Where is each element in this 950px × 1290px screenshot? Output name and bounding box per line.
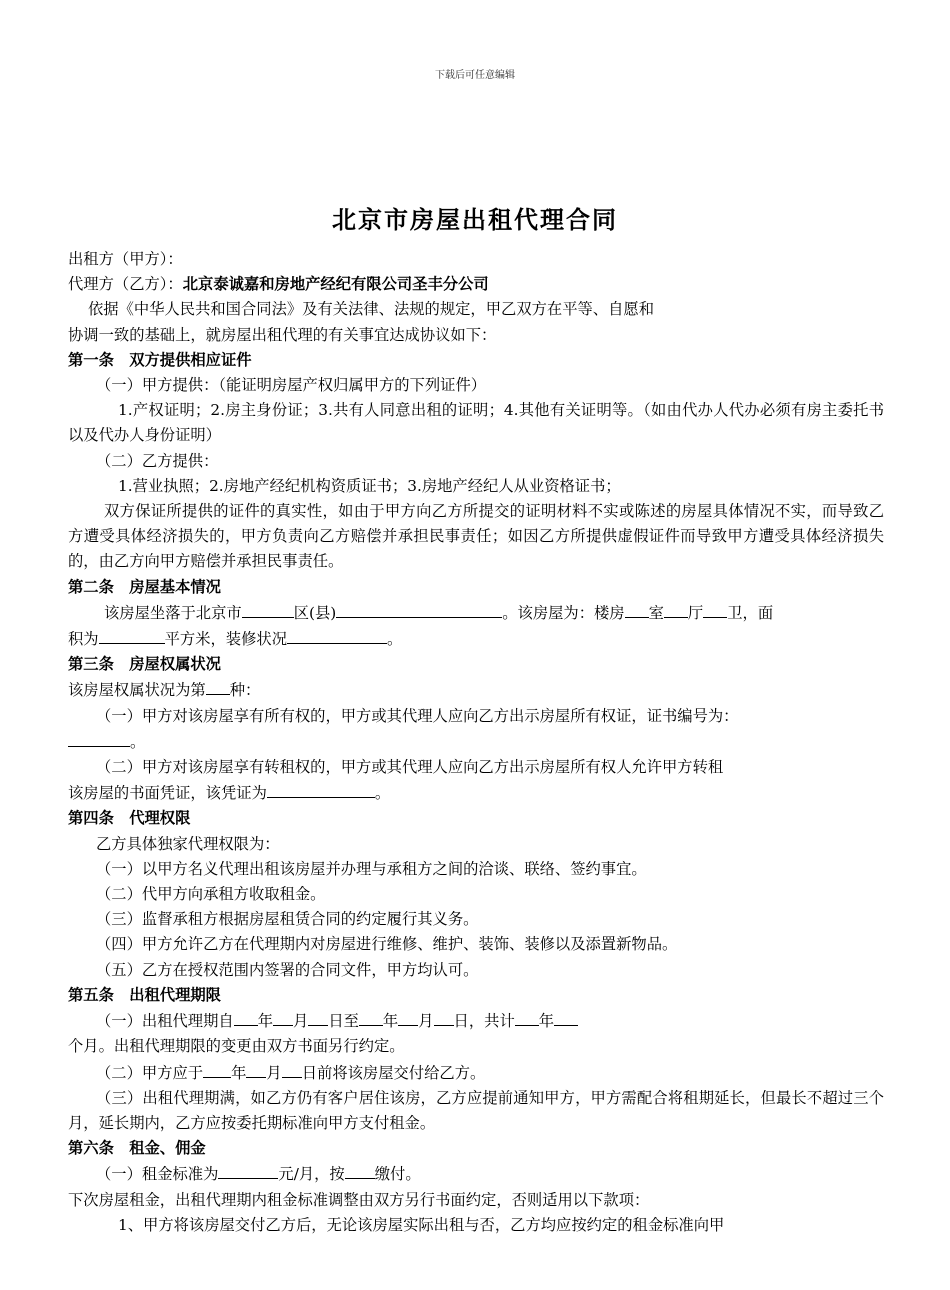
text-fragment: 月 xyxy=(266,1063,282,1082)
blank-field xyxy=(336,600,502,618)
text-fragment: 厅 xyxy=(687,603,704,622)
article-5-item-b xyxy=(68,1060,884,1086)
text-fragment: 室 xyxy=(648,603,664,622)
article-6-heading: 第六条 租金、佣金 xyxy=(68,1139,206,1158)
text-fragment: 年 xyxy=(382,1012,399,1031)
blank-field xyxy=(434,1008,454,1026)
article-4-heading: 第四条 代理权限 xyxy=(68,809,191,828)
blank-field xyxy=(703,600,727,618)
article-1-party-a-label: （一）甲方提供：（能证明房屋产权归属甲方的下列证件） xyxy=(96,376,487,395)
text-fragment: 缴付。 xyxy=(374,1165,421,1184)
blank-field xyxy=(625,600,649,618)
text-fragment: 种： xyxy=(229,681,261,700)
text-fragment: 年 xyxy=(538,1012,555,1031)
article-3-item-b-line-2 xyxy=(68,780,884,806)
article-1-party-b-items: 1.营业执照；2.房地产经纪机构资质证书；3.房地产经纪人从业资格证书； xyxy=(118,476,621,495)
lessor-label: 出租方（甲方）： xyxy=(68,250,183,268)
article-3-item-a: （一）甲方对该房屋享有所有权的，甲方或其代理人应向乙方出示房屋所有权证，证书编号为： xyxy=(96,706,739,725)
article-6-next: 下次房屋租金，出租代理期内租金标准调整由双方另行书面约定，否则适用以下款项： xyxy=(68,1190,650,1209)
article-4-item: （五）乙方在授权范围内签署的合同文件，甲方均认可。 xyxy=(96,960,479,979)
article-6-item-a xyxy=(68,1161,884,1187)
text-fragment: 。 xyxy=(130,732,146,751)
article-2-location-line xyxy=(68,600,884,626)
article-4-item: （四）甲方允许乙方在代理期内对房屋进行维修、维护、装饰、装修以及添置新物品。 xyxy=(96,935,678,954)
article-5-heading: 第五条 出租代理期限 xyxy=(68,985,221,1004)
blank-field xyxy=(206,677,230,695)
article-4-item: （三）监督承租方根据房屋租赁合同的约定履行其义务。 xyxy=(96,910,479,929)
blank-field xyxy=(287,626,387,644)
blank-field xyxy=(282,1060,302,1078)
text-fragment: 年 xyxy=(257,1012,273,1031)
article-4-item: （一）以甲方名义代理出租该房屋并办理与承租方之间的洽谈、联络、签约事宜。 xyxy=(96,859,647,878)
text-fragment: 积为 xyxy=(68,630,99,649)
agent-label: 代理方（乙方）： xyxy=(68,275,183,294)
blank-field xyxy=(664,600,688,618)
text-fragment: 该房屋的书面凭证，该凭证为 xyxy=(68,784,267,803)
blank-field xyxy=(515,1008,539,1026)
article-3-type-line xyxy=(68,677,884,703)
header-note: 下载后可任意编辑 xyxy=(435,70,515,81)
blank-field xyxy=(242,600,294,618)
blank-field xyxy=(398,1008,418,1026)
text-fragment: 卫，面 xyxy=(727,603,774,622)
text-fragment: 年 xyxy=(231,1063,247,1082)
lessor-line xyxy=(68,247,884,272)
preamble-line-1: 依据《中华人民共和国合同法》及有关法律、法规的规定，甲乙双方在平等、自愿和 xyxy=(88,300,654,319)
article-2-heading: 第二条 房屋基本情况 xyxy=(68,577,221,596)
blank-field xyxy=(267,780,375,798)
text-fragment: （一）出租代理期自 xyxy=(96,1012,234,1031)
text-fragment: 。 xyxy=(387,630,403,649)
text-fragment: 该房屋权属状况为第 xyxy=(68,681,206,700)
text-fragment: 。 xyxy=(374,784,391,803)
text-fragment: 月 xyxy=(293,1012,309,1031)
article-1-guarantee: 双方保证所提供的证件的真实性，如由于甲方向乙方所提交的证明材料不实或陈述的房屋具体情况不实，而导致乙方遭受具体经济损失的，甲方负责向乙方赔偿并承担民事责任；如因乙方所提供虚假证件而导致甲方遭受具体经济损失的，由乙方向甲方赔偿并承担民事责任。 xyxy=(68,502,884,571)
article-1-heading: 第一条 双方提供相应证件 xyxy=(68,350,252,369)
text-fragment: 。该房屋为：楼房 xyxy=(502,603,625,622)
blank-field xyxy=(68,729,130,747)
contract-body xyxy=(68,247,884,1238)
article-4-intro: 乙方具体独家代理权限为： xyxy=(96,834,280,853)
blank-field xyxy=(359,1008,383,1026)
article-5-item-c: （三）出租代理期满，如乙方仍有客户居住该房，乙方应提前通知甲方，甲方需配合将租期延长，但最长不超过三个月，延长期内，乙方应按委托期标准向甲方支付租金。 xyxy=(68,1088,884,1132)
text-fragment: 日前将该房屋交付给乙方。 xyxy=(301,1063,486,1082)
blank-field xyxy=(345,1161,375,1179)
text-fragment: 区(县) xyxy=(293,603,337,622)
blank-field xyxy=(273,1008,293,1026)
blank-field xyxy=(203,1060,231,1078)
article-3-item-b-line-1: （二）甲方对该房屋享有转租权的，甲方或其代理人应向乙方出示房屋所有权人允许甲方转租 xyxy=(96,758,724,777)
article-1-party-b-label: （二）乙方提供： xyxy=(96,451,219,470)
text-fragment: 月 xyxy=(418,1012,434,1031)
blank-field xyxy=(234,1008,258,1026)
blank-field xyxy=(308,1008,328,1026)
agent-line xyxy=(68,272,884,297)
article-1-party-a-items: 1.产权证明；2.房主身份证；3.共有人同意出租的证明；4.其他有关证明等。（如由代办人代办必须有房主委托书以及代办人身份证明） xyxy=(68,401,884,445)
text-fragment: 日至 xyxy=(328,1012,359,1031)
document-title: 北京市房屋出租代理合同 xyxy=(332,205,618,234)
agent-name: 北京泰诚嘉和房地产经纪有限公司圣丰分公司 xyxy=(182,275,489,294)
blank-field xyxy=(246,1060,266,1078)
blank-field xyxy=(218,1161,278,1179)
text-fragment: 该房屋坐落于北京市 xyxy=(104,603,242,622)
article-6-item-1: 1、甲方将该房屋交付乙方后，无论该房屋实际出租与否，乙方均应按约定的租金标准向甲 xyxy=(118,1215,725,1234)
article-3-item-a-blank xyxy=(68,729,884,755)
preamble-line-2: 协调一致的基础上，就房屋出租代理的有关事宜达成协议如下： xyxy=(68,325,497,344)
text-fragment: 元/月，按 xyxy=(278,1165,345,1184)
article-5-item-a xyxy=(68,1008,884,1034)
article-4-item: （二）代甲方向承租方收取租金。 xyxy=(96,885,326,904)
text-fragment: （一）租金标准为 xyxy=(96,1165,219,1184)
blank-field xyxy=(554,1008,578,1026)
text-fragment: （二）甲方应于 xyxy=(96,1063,204,1082)
blank-field xyxy=(99,626,165,644)
text-fragment: 日，共计 xyxy=(453,1012,515,1031)
text-fragment: 平方米，装修状况 xyxy=(164,630,287,649)
article-2-area-line xyxy=(68,626,884,652)
article-3-heading: 第三条 房屋权属状况 xyxy=(68,655,221,674)
article-5-item-a-cont: 个月。出租代理期限的变更由双方书面另行约定。 xyxy=(68,1037,405,1056)
